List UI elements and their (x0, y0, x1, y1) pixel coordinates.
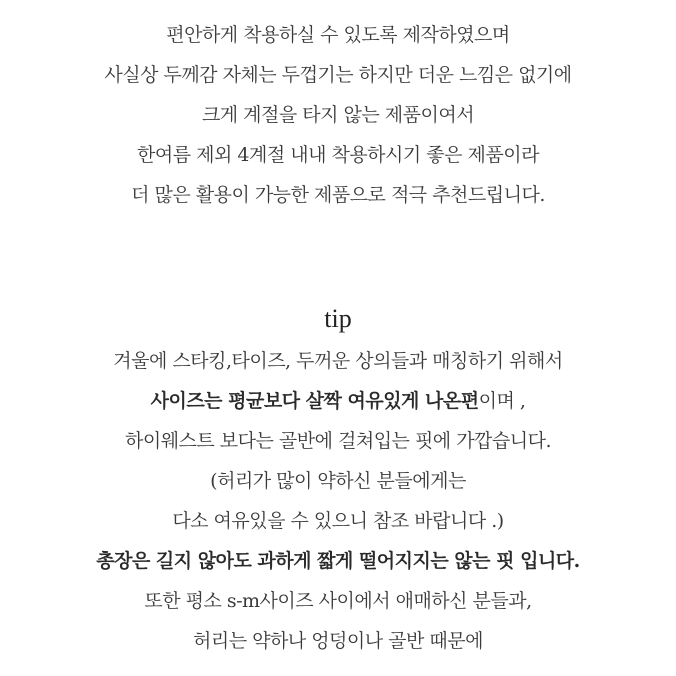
text-line: 또한 평소 s-m사이즈 사이에서 애매하신 분들과, (144, 590, 532, 612)
text: 이며 , (478, 390, 526, 412)
text-line (0, 388, 676, 414)
text-line: 사실상 두께감 자체는 두껍기는 하지만 더운 느낌은 없기에 (104, 64, 572, 86)
text-line: 더 많은 활용이 가능한 제품으로 적극 추천드립니다. (131, 184, 545, 206)
bold-text: 사이즈는 평균보다 살짝 여유있게 나온편 (150, 390, 479, 412)
text-line: 다소 여유있을 수 있으니 참조 바랍니다 .) (172, 510, 504, 532)
tip-heading: tip (324, 304, 352, 333)
text-line: 한여름 제외 4계절 내내 착용하시기 좋은 제품이라 (137, 144, 539, 166)
text-line: (허리가 많이 약하신 분들에게는 (210, 470, 466, 492)
text-line: 편안하게 착용하실 수 있도록 제작하였으며 (166, 24, 510, 46)
text-line: 크게 계절을 타지 않는 제품이여서 (201, 104, 475, 126)
text-line: 허리는 약하나 엉덩이나 골반 때문에 (193, 630, 483, 652)
text-line-bold: 총장은 길지 않아도 과하게 짧게 떨어지지는 않는 핏 입니다. (96, 550, 580, 572)
text-line: 겨울에 스타킹,타이즈, 두꺼운 상의들과 매칭하기 위해서 (113, 350, 563, 372)
text-line: 하이웨스트 보다는 골반에 걸쳐입는 핏에 가깝습니다. (124, 430, 552, 452)
